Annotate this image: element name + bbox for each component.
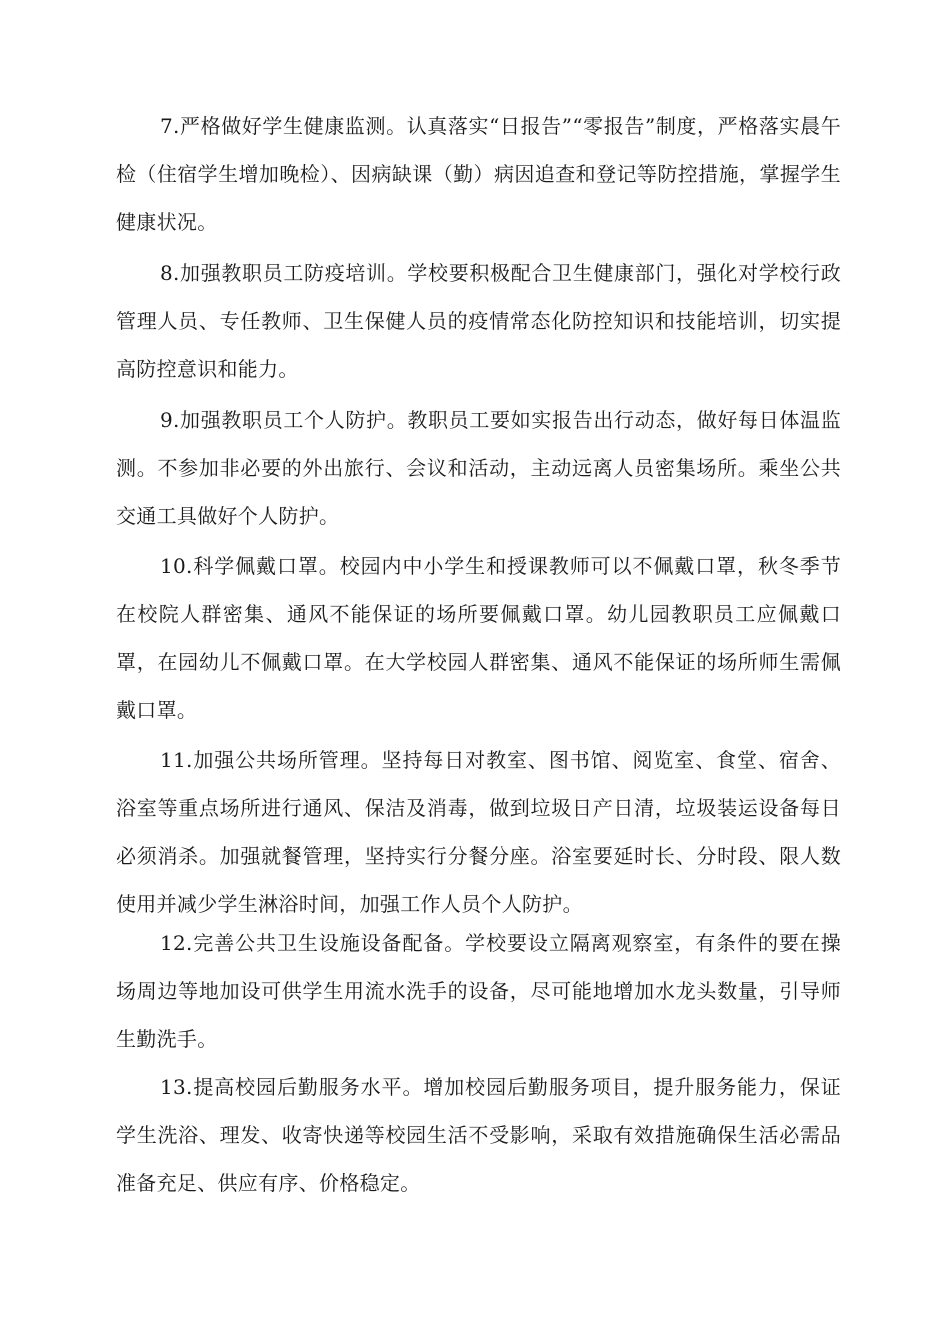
paragraph-12-hygiene-facilities: 12.完善公共卫生设施设备配备。学校要设立隔离观察室，有条件的要在操场周边等地加设可供学生用流水洗手的设备，尽可能地增加水龙头数量，引导师生勤洗手。 [116,931,841,1051]
paragraph-9-staff-protection: 9.加强教职员工个人防护。教职员工要如实报告出行动态，做好每日体温监测。不参加非必要的外出旅行、会议和活动，主动远离人员密集场所。乘坐公共交通工具做好个人防护。 [116,408,841,528]
paragraph-13-logistics-service: 13.提高校园后勤服务水平。增加校园后勤服务项目，提升服务能力，保证学生洗浴、理发、收寄快递等校园生活不受影响，采取有效措施确保生活必需品准备充足、供应有序、价格稳定。 [116,1075,841,1195]
paragraph-10-mask-wearing: 10.科学佩戴口罩。校园内中小学生和授课教师可以不佩戴口罩，秋冬季节在校院人群密集、通风不能保证的场所要佩戴口罩。幼儿园教职员工应佩戴口罩，在园幼儿不佩戴口罩。在大学校园人群密集、通风不能保证的场所师生需佩戴口罩。 [116,554,841,722]
paragraph-11-public-space-management: 11.加强公共场所管理。坚持每日对教室、图书馆、阅览室、食堂、宿舍、浴室等重点场所进行通风、保洁及消毒，做到垃圾日产日清，垃圾装运设备每日必须消杀。加强就餐管理，坚持实行分餐分座。浴室要延时长、分时段、限人数使用并减少学生淋浴时间，加强工作人员个人防护。 [116,748,841,916]
paragraph-8-staff-training: 8.加强教职员工防疫培训。学校要积极配合卫生健康部门，强化对学校行政管理人员、专任教师、卫生保健人员的疫情常态化防控知识和技能培训，切实提高防控意识和能力。 [116,261,841,381]
paragraph-7-student-health-monitoring: 7.严格做好学生健康监测。认真落实“日报告”“零报告”制度，严格落实晨午检（住宿学生增加晚检）、因病缺课（勤）病因追查和登记等防控措施，掌握学生健康状况。 [116,114,841,234]
